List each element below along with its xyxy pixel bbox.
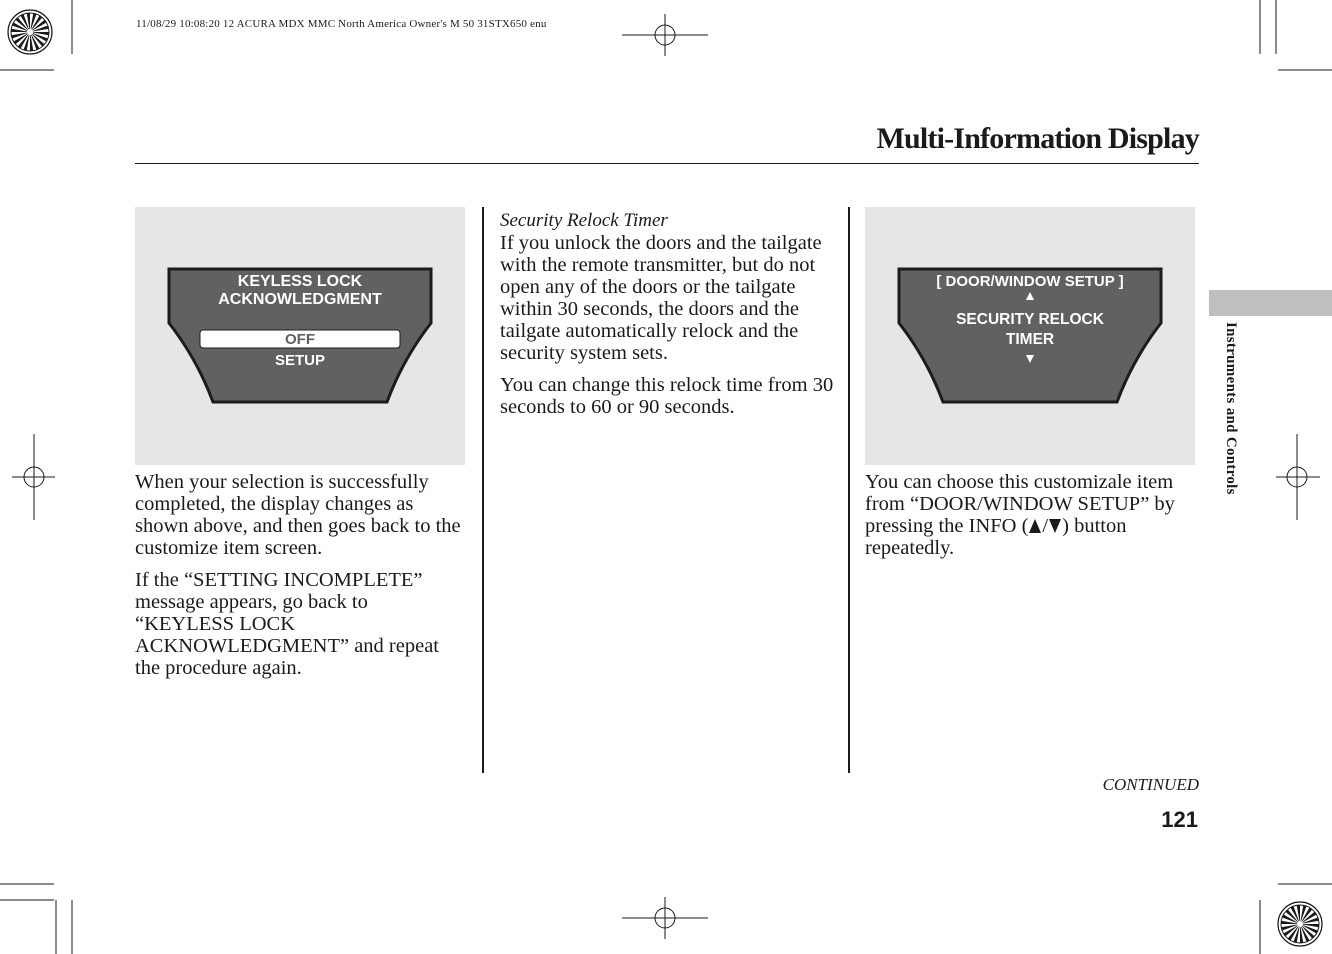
relock-time-options-paragraph: You can change this relock time from 30 seconds to 60 or 90 seconds. [500,374,834,418]
info-up-arrow-icon [1028,518,1042,534]
customize-item-text-end: ) button repeatedly. [865,515,1127,559]
lcd-option-setup: SETUP [274,352,326,369]
title-divider [135,163,1199,164]
lcd-line-acknowledgment: ACKNOWLEDGMENT [218,291,382,308]
column-2-text [500,210,838,428]
lcd-line-timer: TIMER [1005,331,1055,348]
starburst-center [27,29,33,35]
lcd-line-security-relock: SECURITY RELOCK [956,311,1104,328]
lcd-option-off: OFF [285,331,315,348]
column-3-text [865,471,1201,569]
lcd-door-window-setup-header: [ DOOR/WINDOW SETUP ] [936,273,1124,290]
door-window-setup-display-panel [865,207,1195,465]
starburst-center [1297,921,1303,927]
lcd-line-keyless-lock: KEYLESS LOCK [237,273,363,290]
starburst-mark-top-left [8,10,52,54]
info-arrow-separator: / [1042,515,1049,537]
page-number: 121 [1161,807,1198,832]
customize-item-text-start: You can choose this customizale item from “DOOR/WINDOW SETUP” by pressing the INFO ( [865,471,1175,537]
relock-description-paragraph: If you unlock the doors and the tailgate with the remote transmitter, but do not open any of the doors or the tailgate within 30 seconds, the doors and the tailgate automatically relock and the security system sets. [500,232,822,364]
print-job-meta: 11/08/29 10:08:20 12 ACURA MDX MMC North America Owner's M 50 31STX650 enu [136,18,547,30]
security-relock-timer-heading: Security Relock Timer [500,210,668,231]
security-relock-display-illustration [865,207,1195,465]
column-1-text [135,471,465,689]
section-tab [1209,290,1332,316]
column-divider-2 [848,207,850,773]
starburst-mark-bottom-right [1278,902,1322,946]
page-title: Multi-Information Display [876,122,1199,155]
keyless-lock-display-panel [135,207,465,465]
setting-incomplete-paragraph: If the “SETTING INCOMPLETE” message appears, go back to “KEYLESS LOCK ACKNOWLEDGMENT” and repeat the procedure again. [135,569,439,679]
section-label: Instruments and Controls [1223,322,1239,495]
customize-item-paragraph [865,471,1201,559]
continued-label: CONTINUED [1102,775,1199,794]
info-down-arrow-icon [1048,518,1062,534]
keyless-lock-display-illustration [135,207,465,465]
column-divider-1 [482,207,484,773]
selection-complete-paragraph: When your selection is successfully completed, the display changes as shown above, and then goes back to the customize item screen. [135,471,461,559]
